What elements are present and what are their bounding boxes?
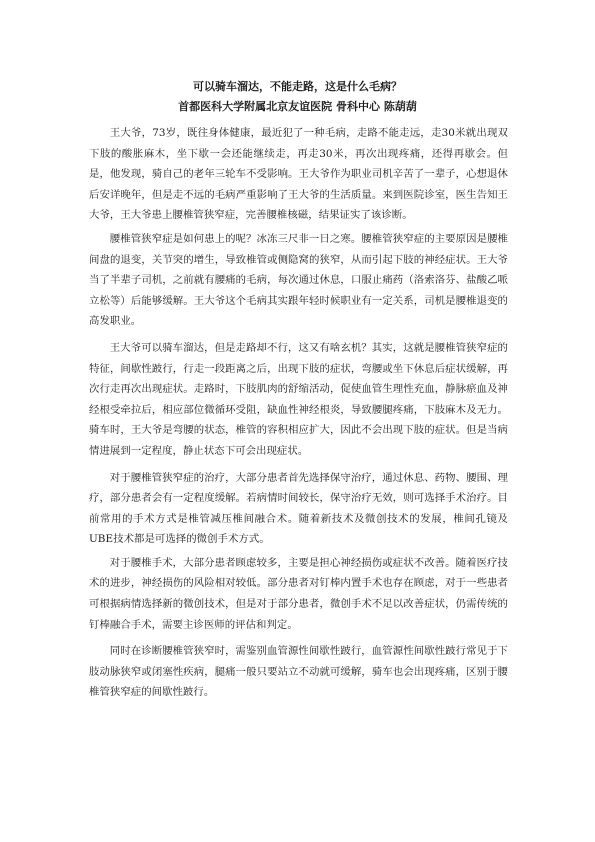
paragraph-differential-diagnosis: 同时在诊断腰椎管狭窄时，需鉴别血管源性间歇性跛行，血管源性间歇性跛行常见于下肢动脉狭窄或闭塞性疾病，腿痛一般只要站立不动就可缓解，骑车也会出现疼痛，区别于腰椎管狭窄症的间歇性跛行。 xyxy=(89,645,508,699)
paragraph-case-description: 王大爷，73岁，既往身体健康，最近犯了一种毛病，走路不能走远，走30米就出现双下肢的酸胀麻木，坐下歇一会还能继续走，再走30米，再次出现疼痛，还得再歇会。但是，他发现，骑自己的老年三轮车不受影响。王大爷作为职业司机辛苦了一辈子，心想退休后安详晚年，但是走不远的毛病严重影响了王大爷的生活质量。来到医院诊室，医生告知王大爷，王大爷患上腰椎管狭窄症，完善腰椎核磁，结果证实了该诊断。 xyxy=(89,127,508,222)
article-title: 可以骑车溜达，不能走路，这是什么毛病？ xyxy=(193,80,402,93)
paragraph-intermittent-claudication: 王大爷可以骑车溜达，但是走路却不行，这又有啥玄机？其实，这就是腰椎管狭窄症的特征，间歇性跛行，行走一段距离之后，出现下肢的症状，弯腰或坐下休息后症状缓解，再次行走再次出现症状。走路时，下肢肌肉的舒缩活动，促使血管生理性充血，静脉瘀血及神经根受牵拉后，相应部位微循环受阻，缺血性神经根炎，导致腰腿疼痛，下肢麻木及无力。骑车时，王大爷是弯腰的状态，椎管的容积相应扩大，因此不会出现下肢的症状。但是当病情进展到一定程度，静止状态下可会出现症状。 xyxy=(89,341,508,457)
paragraph-surgery-concerns: 对于腰椎手术，大部分患者顾虑较多，主要是担心神经损伤或症状不改善。随着医疗技术的进步，神经损伤的风险相对较低。部分患者对钉棒内置手术也存在顾虑，对于一些患者可根据病情选择新的微创技术，但是对于部分患者，微创手术不足以改善症状，仍需传统的钉棒融合手术，需要主诊医师的评估和判定。 xyxy=(89,556,508,631)
paragraph-treatment: 对于腰椎管狭窄症的治疗，大部分患者首先选择保守治疗，通过休息、药物、腰围、理疗，部分患者会有一定程度缓解。若病情时间较长，保守治疗无效，则可选择手术治疗。目前常用的手术方式是椎管减压椎间融合术。随着新技术及微创技术的发展，椎间孔镜及UBE技术都是可选择的微创手术方式。 xyxy=(89,471,508,546)
article-body xyxy=(89,123,508,703)
paragraph-cause: 腰椎管狭窄症是如何患上的呢？冰冻三尺非一日之寒。腰椎管狭窄症的主要原因是腰椎间盘的退变，关节突的增生，导致椎管或侧隐窝的狭窄，从而引起下肢的神经症状。王大爷当了半辈子司机，之前就有腰痛的毛病，每次通过休息，口服止痛药（洛索洛芬、盐酸乙哌立松等）后能够缓解。王大爷这个毛病其实跟年轻时候职业有一定关系，司机是腰椎退变的高发职业。 xyxy=(89,232,508,328)
author-line: 首都医科大学附属北京友谊医院 骨科中心 陈葫葫 xyxy=(178,100,417,113)
